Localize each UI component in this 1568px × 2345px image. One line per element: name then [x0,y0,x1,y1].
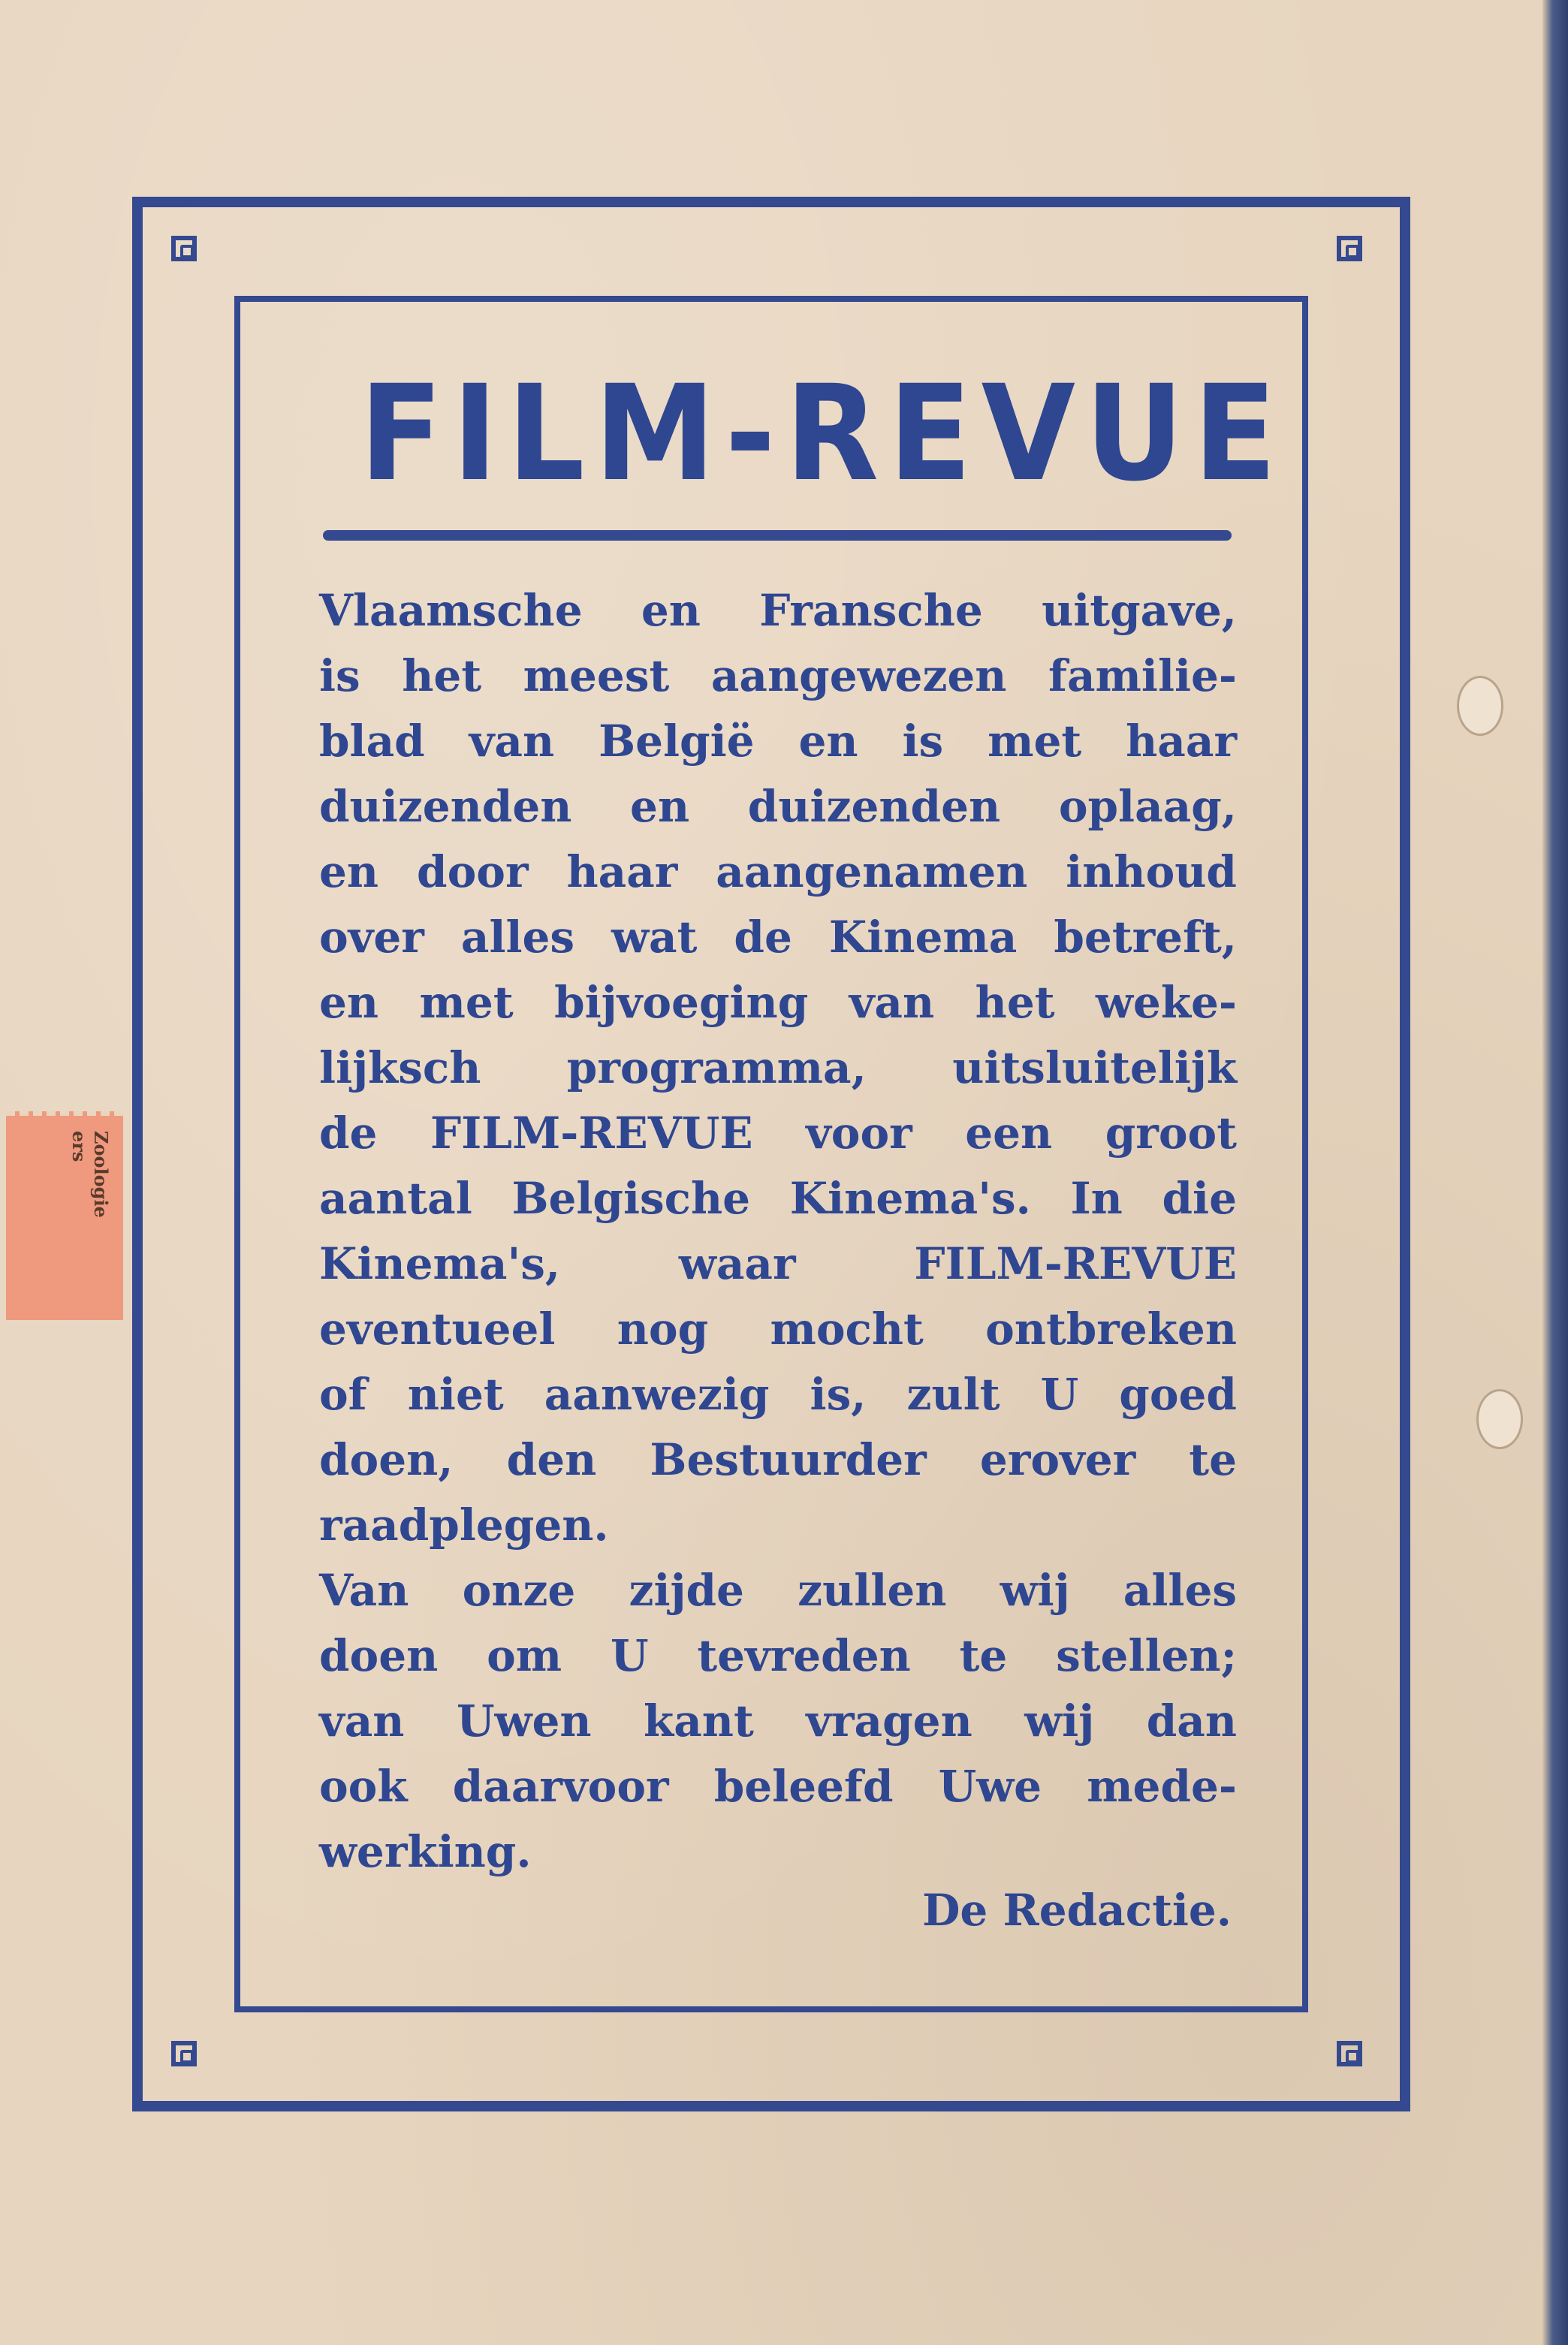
body-line: lijksch programma, uitsluitelijk [319,1042,1237,1093]
corner-square-icon [171,236,197,261]
library-label-sticker [6,1111,123,1320]
body-line: werking. [319,1826,532,1877]
page-title: FILM-REVUE [359,357,1286,511]
corner-square-icon [1337,2041,1362,2066]
body-line: doen om U tevreden te stellen; [319,1630,1237,1681]
body-line: de FILM-REVUE voor een groot [319,1108,1237,1159]
page-edge [1542,0,1568,2345]
body-line: ook daarvoor beleefd Uwe mede- [319,1761,1237,1812]
body-line: blad van België en is met haar [319,716,1237,767]
body-line: doen, den Bestuurder erover te [319,1434,1237,1485]
corner-ornament-bottom-left [143,2012,234,2101]
corner-ornament-top-left [143,207,234,296]
body-line: en door haar aangenamen inhoud [319,846,1237,897]
body-line: Kinema's, waar FILM-REVUE [319,1238,1237,1289]
body-line: en met bijvoeging van het weke- [319,977,1237,1028]
body-line: of niet aanwezig is, zult U goed [319,1369,1237,1420]
punch-hole-top [1457,676,1503,736]
signature: De Redactie. [922,1885,1232,1936]
corner-ornament-bottom-right [1308,2012,1400,2101]
body-line: is het meest aangewezen familie- [319,650,1237,701]
body-line: aantal Belgische Kinema's. In die [319,1173,1237,1224]
body-line: over alles wat de Kinema betreft, [319,912,1237,963]
body-line: Vlaamsche en Fransche uitgave, [319,585,1237,636]
sticker-line-2: ers [68,1131,91,1162]
body-line: duizenden en duizenden oplaag, [319,781,1237,832]
sticker-text [68,1131,111,1304]
corner-square-icon [171,2041,197,2066]
body-line: raadplegen. [319,1500,609,1551]
body-line: van Uwen kant vragen wij dan [319,1695,1237,1747]
title-underline [323,530,1232,541]
corner-square-icon [1337,236,1362,261]
sticker-line-1: Zoologie [90,1131,112,1218]
body-line: eventueel nog mocht ontbreken [319,1304,1237,1355]
punch-hole-bottom [1476,1389,1523,1449]
corner-ornament-top-right [1308,207,1400,296]
announcement-body [319,578,1237,1885]
body-line: Van onze zijde zullen wij alles [319,1565,1237,1616]
